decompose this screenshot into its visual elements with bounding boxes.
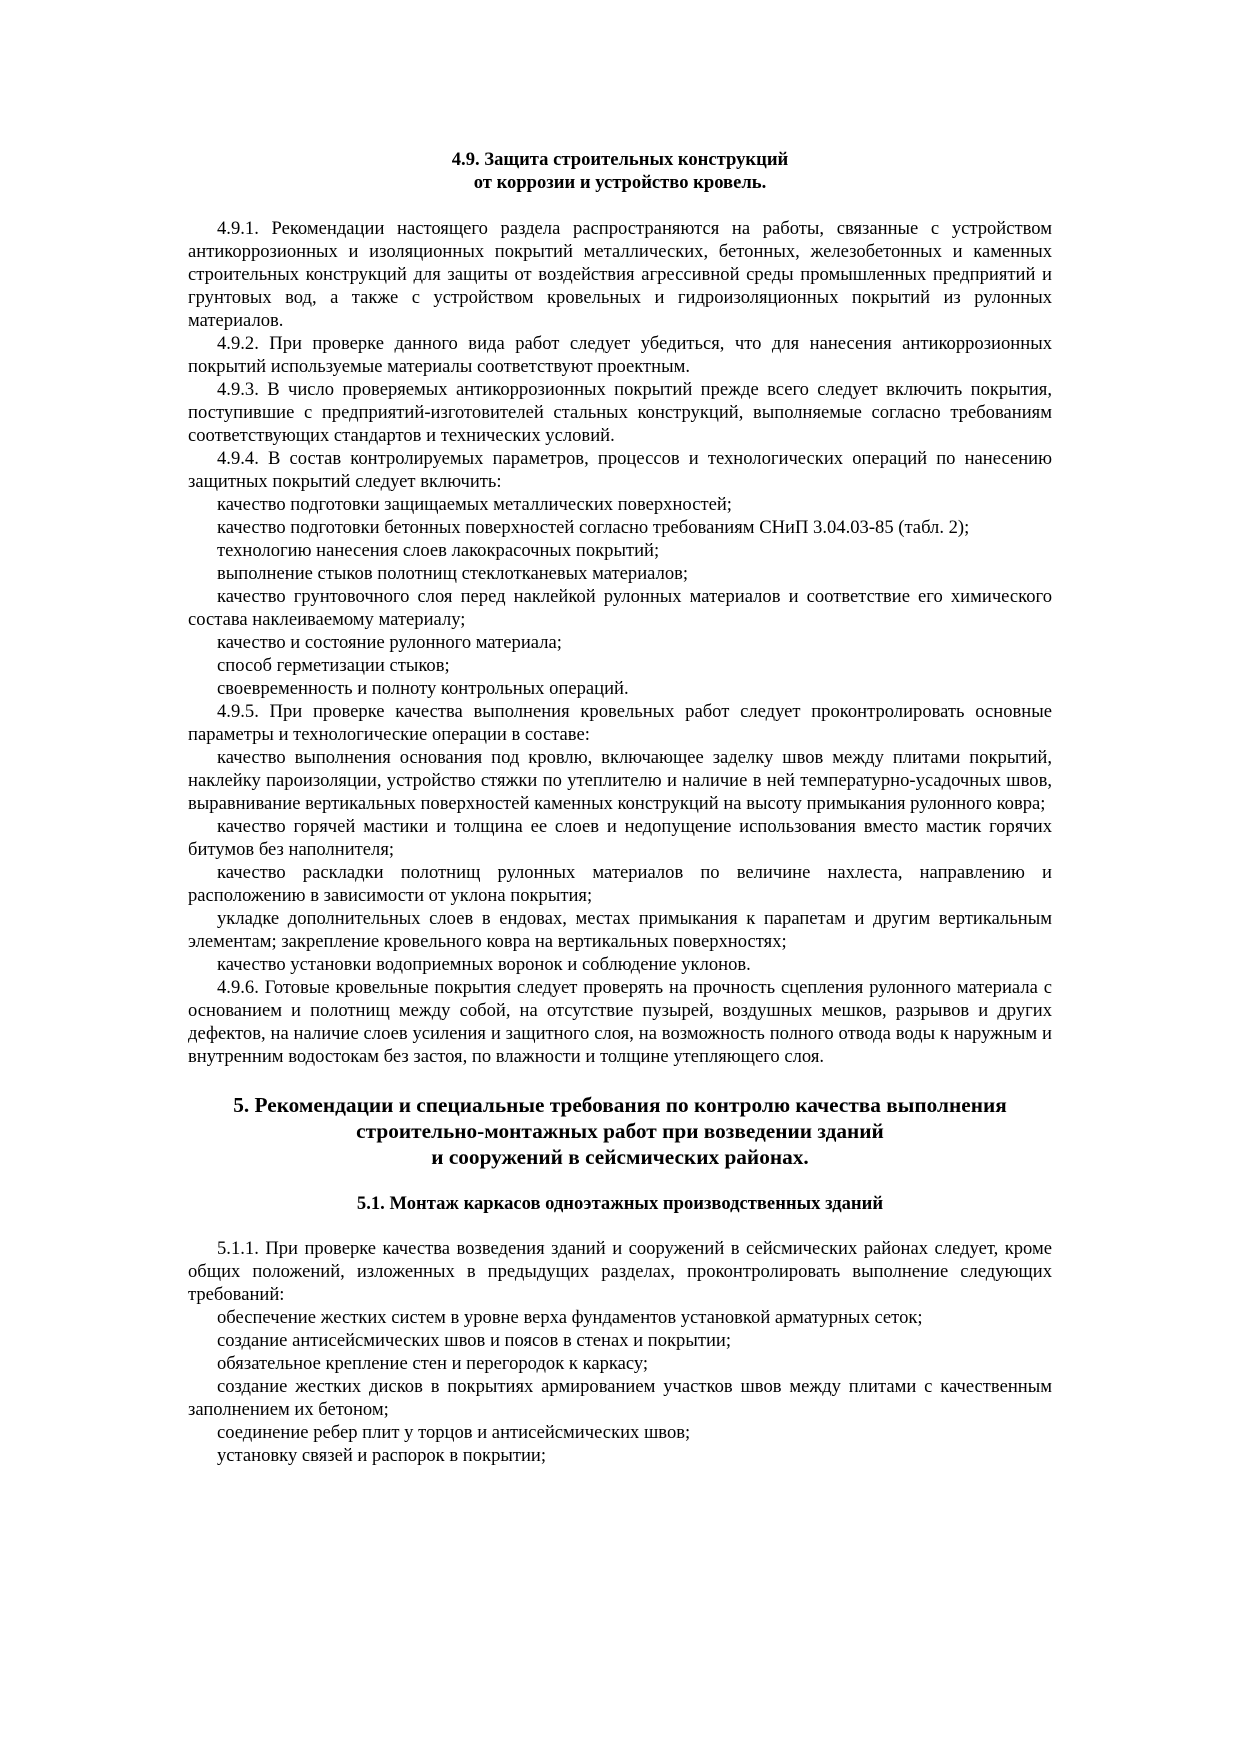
- spacer: [188, 1170, 1052, 1192]
- spacer: [188, 1068, 1052, 1092]
- section-4-9-heading: [188, 148, 1052, 194]
- paragraph-4-9-3: 4.9.3. В число проверяемых антикоррозионных покрытий прежде всего следует включить покрытия, поступившие с предприятий-изготовителей стальных конструкций, выполняемые согласно требованиям соответствующих стандартов и технических условий.: [188, 379, 1052, 446]
- list-item: технологию нанесения слоев лакокрасочных покрытий;: [217, 540, 660, 561]
- list-item: соединение ребер плит у торцов и антисейсмических швов;: [217, 1422, 691, 1443]
- list-item: создание антисейсмических швов и поясов в стенах и покрытии;: [217, 1330, 732, 1351]
- list-item: качество подготовки бетонных поверхностей согласно требованиям СНиП 3.04.03-85 (табл. 2);: [217, 517, 970, 538]
- list-item: качество и состояние рулонного материала;: [217, 632, 562, 653]
- section-4-9-heading-line-2: от коррозии и устройство кровель.: [473, 172, 767, 193]
- list-item: установку связей и распорок в покрытии;: [217, 1445, 547, 1466]
- list-item: качество подготовки защищаемых металлических поверхностей;: [217, 494, 732, 515]
- paragraph-5-1-1: 5.1.1. При проверке качества возведения зданий и сооружений в сейсмических районах следует, кроме общих положений, изложенных в предыдущих разделах, проконтролировать выполнение следующих требований:: [188, 1238, 1052, 1305]
- list-item: своевременность и полноту контрольных операций.: [217, 678, 629, 699]
- list-item: качество горячей мастики и толщина ее слоев и недопущение использования вместо мастик горячих битумов без наполнителя;: [188, 816, 1052, 860]
- paragraph-4-9-6: 4.9.6. Готовые кровельные покрытия следует проверять на прочность сцепления рулонного материала с основанием и полотнищ между собой, на отсутствие пузырей, воздушных мешков, разрывов и других дефектов, на наличие слоев усиления и защитного слоя, на возможность полного отвода воды к наружным и внутренним водостокам без застоя, по влажности и толщине утепляющего слоя.: [188, 977, 1052, 1067]
- spacer: [188, 194, 1052, 217]
- list-item: способ герметизации стыков;: [217, 655, 450, 676]
- section-4-9-heading-line-1: 4.9. Защита строительных конструкций: [451, 149, 789, 170]
- paragraph-4-9-1: 4.9.1. Рекомендации настоящего раздела распространяются на работы, связанные с устройством антикоррозионных и изоляционных покрытий металлических, бетонных, железобетонных и каменных строительных конструкций для защиты от воздействия агрессивной среды промышленных предприятий и грунтовых вод, а также с устройством кровельных и гидроизоляционных покрытий из рулонных материалов.: [188, 218, 1052, 331]
- section-5-1-heading: 5.1. Монтаж каркасов одноэтажных производственных зданий: [356, 1193, 884, 1214]
- paragraph-4-9-2: 4.9.2. При проверке данного вида работ следует убедиться, что для нанесения антикоррозионных покрытий используемые материалы соответствуют проектным.: [188, 333, 1052, 377]
- list-item: качество установки водоприемных воронок и соблюдение уклонов.: [217, 954, 751, 975]
- section-5-heading-line-1: 5. Рекомендации и специальные требования по контролю качества выполнения: [233, 1093, 1007, 1117]
- list-item: качество грунтовочного слоя перед наклейкой рулонных материалов и соответствие его химического состава наклеиваемому материалу;: [188, 586, 1052, 630]
- paragraph-4-9-5: 4.9.5. При проверке качества выполнения кровельных работ следует проконтролировать основные параметры и технологические операции в составе:: [188, 701, 1052, 745]
- list-item: обеспечение жестких систем в уровне верха фундаментов установкой арматурных сеток;: [217, 1307, 923, 1328]
- spacer: [188, 1215, 1052, 1237]
- section-5-heading-line-3: и сооружений в сейсмических районах.: [431, 1145, 809, 1169]
- list-item: создание жестких дисков в покрытиях армированием участков швов между плитами с качественным заполнением их бетоном;: [188, 1376, 1052, 1420]
- paragraph-4-9-4: 4.9.4. В состав контролируемых параметров, процессов и технологических операций по нанесению защитных покрытий следует включить:: [188, 448, 1052, 492]
- section-5-1-body: [188, 1237, 1052, 1467]
- list-item: качество выполнения основания под кровлю, включающее заделку швов между плитами покрытий, наклейку пароизоляции, устройство стяжки по утеплителю и наличие в ней температурно-усадочных швов, выравнивание вертикальных поверхностей каменных конструкций на высоту примыкания рулонного ковра;: [188, 747, 1052, 814]
- list-item: обязательное крепление стен и перегородок к каркасу;: [217, 1353, 649, 1374]
- list-item: качество раскладки полотнищ рулонных материалов по величине нахлеста, направлению и расположению в зависимости от уклона покрытия;: [188, 862, 1052, 906]
- list-item: укладке дополнительных слоев в ендовах, местах примыкания к парапетам и другим вертикальным элементам; закрепление кровельного ковра на вертикальных поверхностях;: [188, 908, 1052, 952]
- section-5-heading-line-2: строительно-монтажных работ при возведении зданий: [356, 1119, 884, 1143]
- document-page: [188, 148, 1052, 1467]
- section-5-heading: [188, 1092, 1052, 1170]
- list-item: выполнение стыков полотнищ стеклотканевых материалов;: [217, 563, 689, 584]
- section-4-9-body: [188, 217, 1052, 1068]
